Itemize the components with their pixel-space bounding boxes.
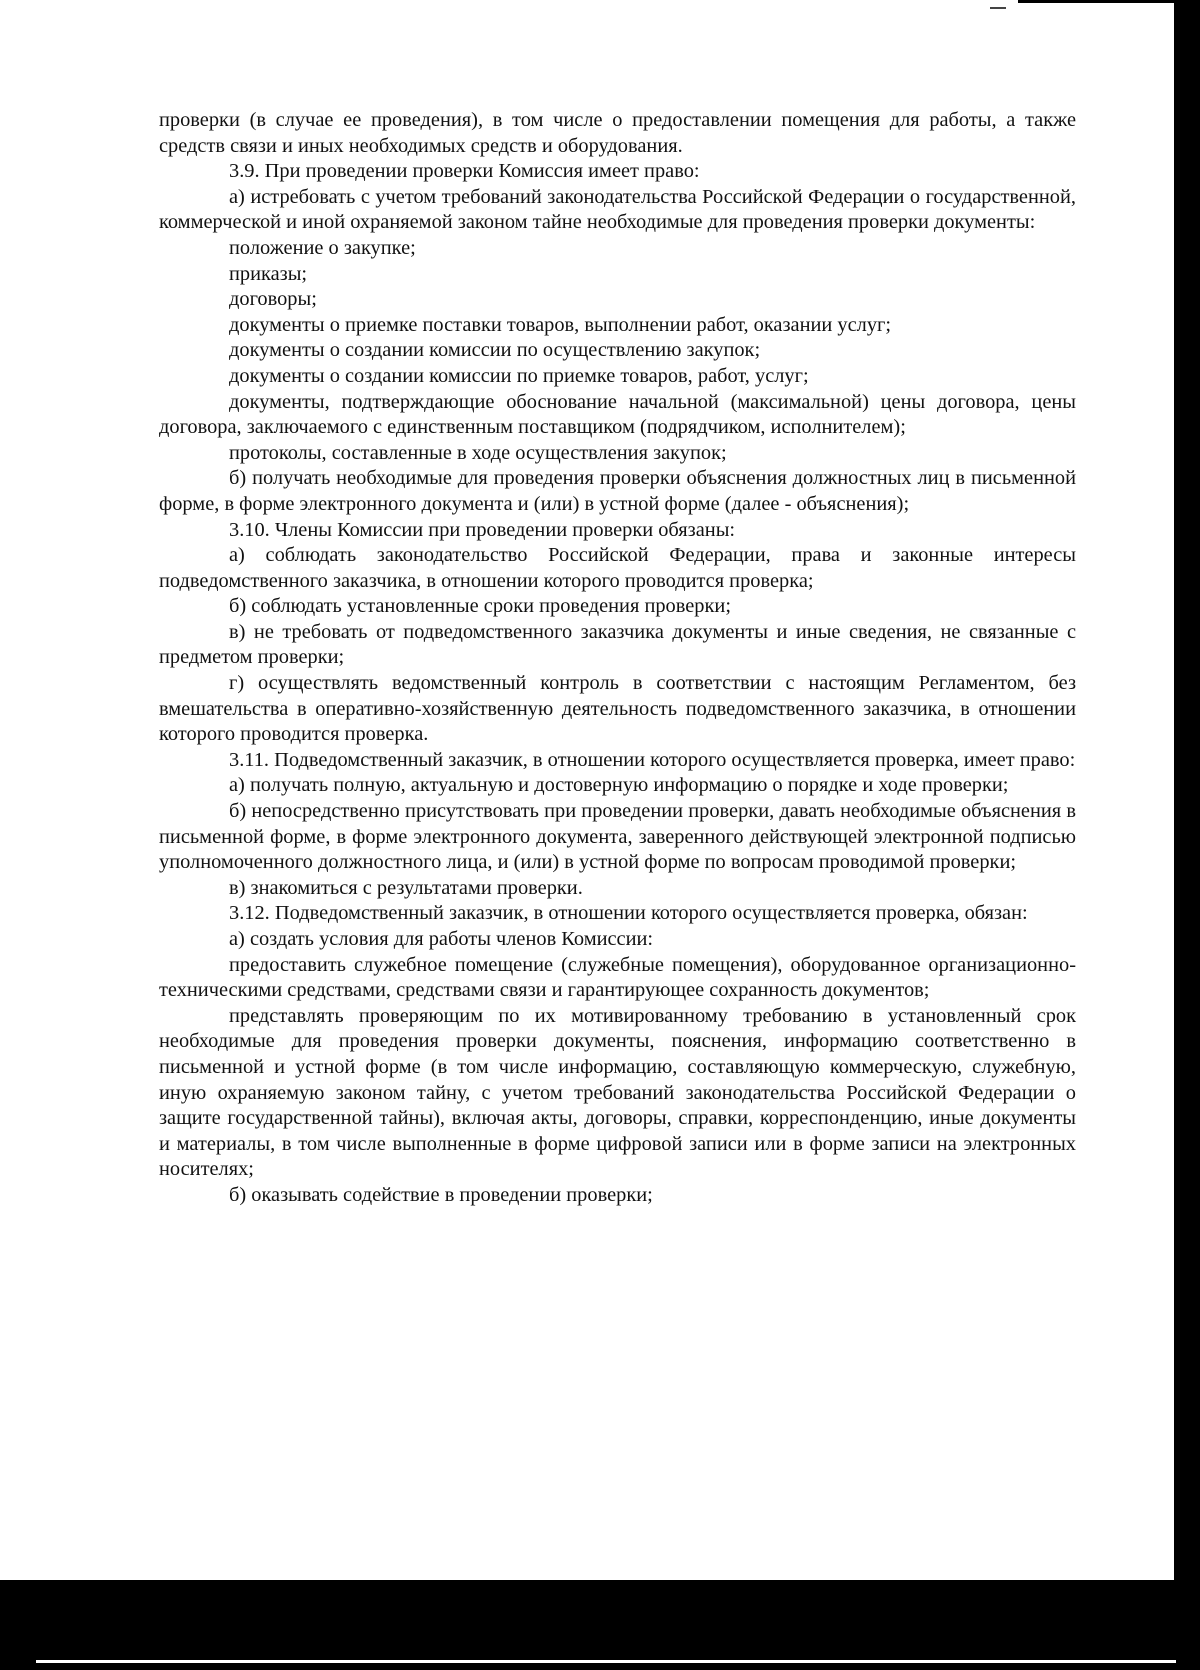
paragraph: а) создать условия для работы членов Комиссии: (229, 928, 654, 950)
list-item: документы о приемке поставки товаров, выполнении работ, оказании услуг; (229, 313, 892, 336)
list-item: положение о закупке; (229, 236, 416, 259)
paragraph: б) непосредственно присутствовать при проведении проверки, давать необходимые объяснения в письменной форме, в форме электронного документа, заверенного действующей электронной подписью уполномоченного должностного лица, и (или) в устной форме по вопросам проводимой проверки; (159, 800, 1076, 874)
list-item: договоры; (229, 288, 317, 311)
paragraph: в) не требовать от подведомственного заказчика документы и иные сведения, не связанные с предметом проверки; (159, 620, 1076, 669)
scan-edge-bottom-line (36, 1660, 1176, 1663)
paragraph: б) оказывать содействие в проведении проверки; (229, 1183, 653, 1206)
scan-edge-bottom (0, 1580, 1200, 1670)
scan-edge-top (1018, 0, 1178, 3)
paragraph: проверки (в случае ее проведения), в том числе о предоставлении помещения для работы, а также средств связи и иных необходимых средств и оборудования. (159, 109, 1076, 157)
paragraph: а) истребовать с учетом требований законодательства Российской Федерации о государственной, коммерческой и иной охраняемой законом тайне необходимые для проведения проверки документы: (159, 185, 1076, 234)
list-item: документы о создании комиссии по приемке товаров, работ, услуг; (229, 364, 809, 387)
scan-edge-right (1174, 0, 1200, 1670)
paragraph: а) получать полную, актуальную и достоверную информацию о порядке и ходе проверки; (229, 774, 1009, 797)
section-heading: 3.11. Подведомственный заказчик, в отношении которого осуществляется проверка, имеет право: (229, 748, 1076, 771)
list-item: документы о создании комиссии по осуществлению закупок; (229, 339, 761, 362)
document-page (159, 108, 1076, 1209)
list-item: протоколы, составленные в ходе осуществления закупок; (229, 441, 727, 464)
list-item: представлять проверяющим по их мотивированному требованию в установленный срок необходимые для проведения проверки документы, пояснения, информацию соответственно в письменной и устной форме (в том числе информацию, составляющую коммерческую, служебную, иную охраняемую законом тайну, с учетом требований законодательства Российской Федерации о защите государственной тайны), включая акты, договоры, справки, корреспонденцию, иные документы и материалы, в том числе выполненные в форме цифровой записи или в форме записи на электронных носителях; (159, 1004, 1076, 1181)
section-heading: 3.12. Подведомственный заказчик, в отношении которого осуществляется проверка, обязан: (229, 902, 1028, 925)
paragraph: в) знакомиться с результатами проверки. (229, 876, 583, 899)
paragraph: а) соблюдать законодательство Российской Федерации, права и законные интересы подведомственного заказчика, в отношении которого проводится проверка; (159, 544, 1076, 592)
list-item: документы, подтверждающие обоснование начальной (максимальной) цены договора, цены договора, заключаемого с единственным поставщиком (подрядчиком, исполнителем); (159, 390, 1076, 439)
section-heading: 3.10. Члены Комиссии при проведении проверки обязаны: (229, 518, 736, 541)
paragraph: б) соблюдать установленные сроки проведения проверки; (229, 595, 731, 618)
list-item: предоставить служебное помещение (служебные помещения), оборудованное организационно-техническими средствами, средствами связи и гарантирующее сохранность документов; (159, 953, 1076, 1002)
paragraph: б) получать необходимые для проведения проверки объяснения должностных лиц в письменной форме, в форме электронного документа и (или) в устной форме (далее - объяснения); (159, 467, 1076, 515)
paragraph: г) осуществлять ведомственный контроль в соответствии с настоящим Регламентом, без вмешательства в оперативно-хозяйственную деятельность подведомственного заказчика, в отношении которого проводится проверка. (159, 672, 1076, 746)
scan-mark (990, 7, 1006, 9)
paragraph: 3.9. При проведении проверки Комиссия имеет право: (229, 160, 700, 183)
list-item: приказы; (229, 262, 308, 285)
